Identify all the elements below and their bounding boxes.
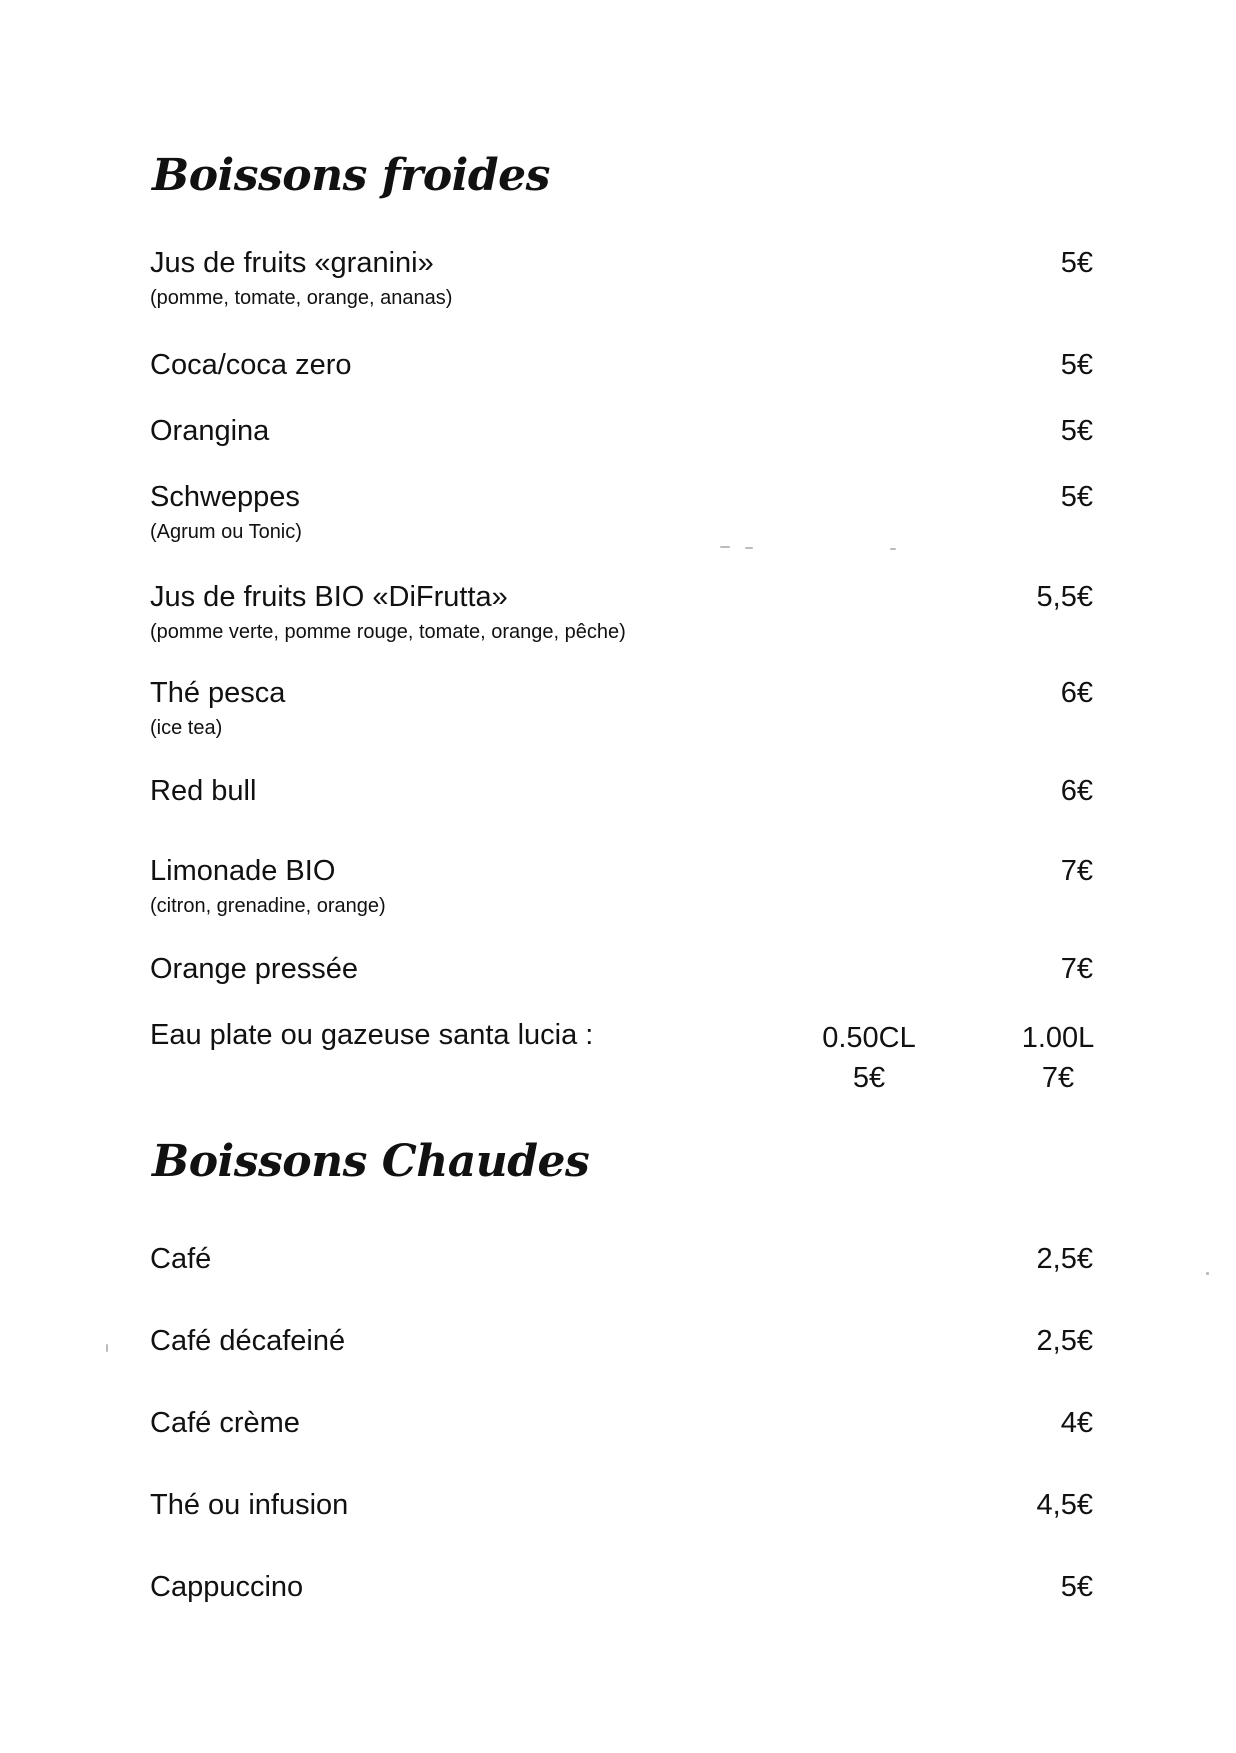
scan-speck xyxy=(1206,1272,1209,1275)
water-large-price: 7€ xyxy=(1041,1062,1075,1094)
item-name: Orangina xyxy=(150,415,270,447)
scan-speck xyxy=(890,548,896,550)
item-price: 5€ xyxy=(1060,247,1093,279)
item-price: 2,5€ xyxy=(1036,1325,1093,1357)
item-name: Orange pressée xyxy=(150,953,358,985)
scan-speck xyxy=(720,546,730,548)
item-name: Café xyxy=(150,1243,212,1275)
item-price: 7€ xyxy=(1060,855,1093,887)
item-price: 5€ xyxy=(1060,481,1093,513)
item-description: (pomme verte, pomme rouge, tomate, orange, pêche) xyxy=(150,621,626,643)
item-name: Jus de fruits BIO «DiFrutta» xyxy=(150,581,508,613)
item-description: (Agrum ou Tonic) xyxy=(150,521,302,543)
item-description: (pomme, tomate, orange, ananas) xyxy=(150,287,453,309)
item-name: Jus de fruits «granini» xyxy=(150,247,434,279)
item-price: 6€ xyxy=(1060,775,1093,807)
item-name: Schweppes xyxy=(150,481,300,513)
item-price: 5,5€ xyxy=(1036,581,1093,613)
water-small-size: 0.50CL xyxy=(822,1022,916,1054)
item-price: 5€ xyxy=(1060,349,1093,381)
water-large-size: 1.00L xyxy=(1021,1022,1095,1054)
item-name: Coca/coca zero xyxy=(150,349,352,381)
item-name: Café crème xyxy=(150,1407,300,1439)
item-name: Cappuccino xyxy=(150,1571,304,1603)
item-name: Thé pesca xyxy=(150,677,286,709)
item-name: Limonade BIO xyxy=(150,855,336,887)
item-name: Thé ou infusion xyxy=(150,1489,349,1521)
item-price: 6€ xyxy=(1060,677,1093,709)
water-small-column xyxy=(804,1018,934,1098)
item-price: 5€ xyxy=(1060,1571,1093,1603)
water-large-column xyxy=(998,1018,1118,1098)
item-price: 7€ xyxy=(1060,953,1093,985)
cold-drinks-title: Boissons froides xyxy=(152,150,550,201)
scan-speck xyxy=(745,547,753,549)
scan-speck xyxy=(106,1344,108,1352)
hot-drinks-title: Boissons Chaudes xyxy=(152,1136,590,1187)
item-price: 4€ xyxy=(1060,1407,1093,1439)
water-small-price: 5€ xyxy=(852,1062,886,1094)
item-price: 4,5€ xyxy=(1036,1489,1093,1521)
item-description: (ice tea) xyxy=(150,717,223,739)
item-name: Eau plate ou gazeuse santa lucia : xyxy=(150,1019,594,1051)
item-name: Café décafeiné xyxy=(150,1325,346,1357)
item-name: Red bull xyxy=(150,775,257,807)
item-description: (citron, grenadine, orange) xyxy=(150,895,386,917)
item-price: 5€ xyxy=(1060,415,1093,447)
item-price: 2,5€ xyxy=(1036,1243,1093,1275)
